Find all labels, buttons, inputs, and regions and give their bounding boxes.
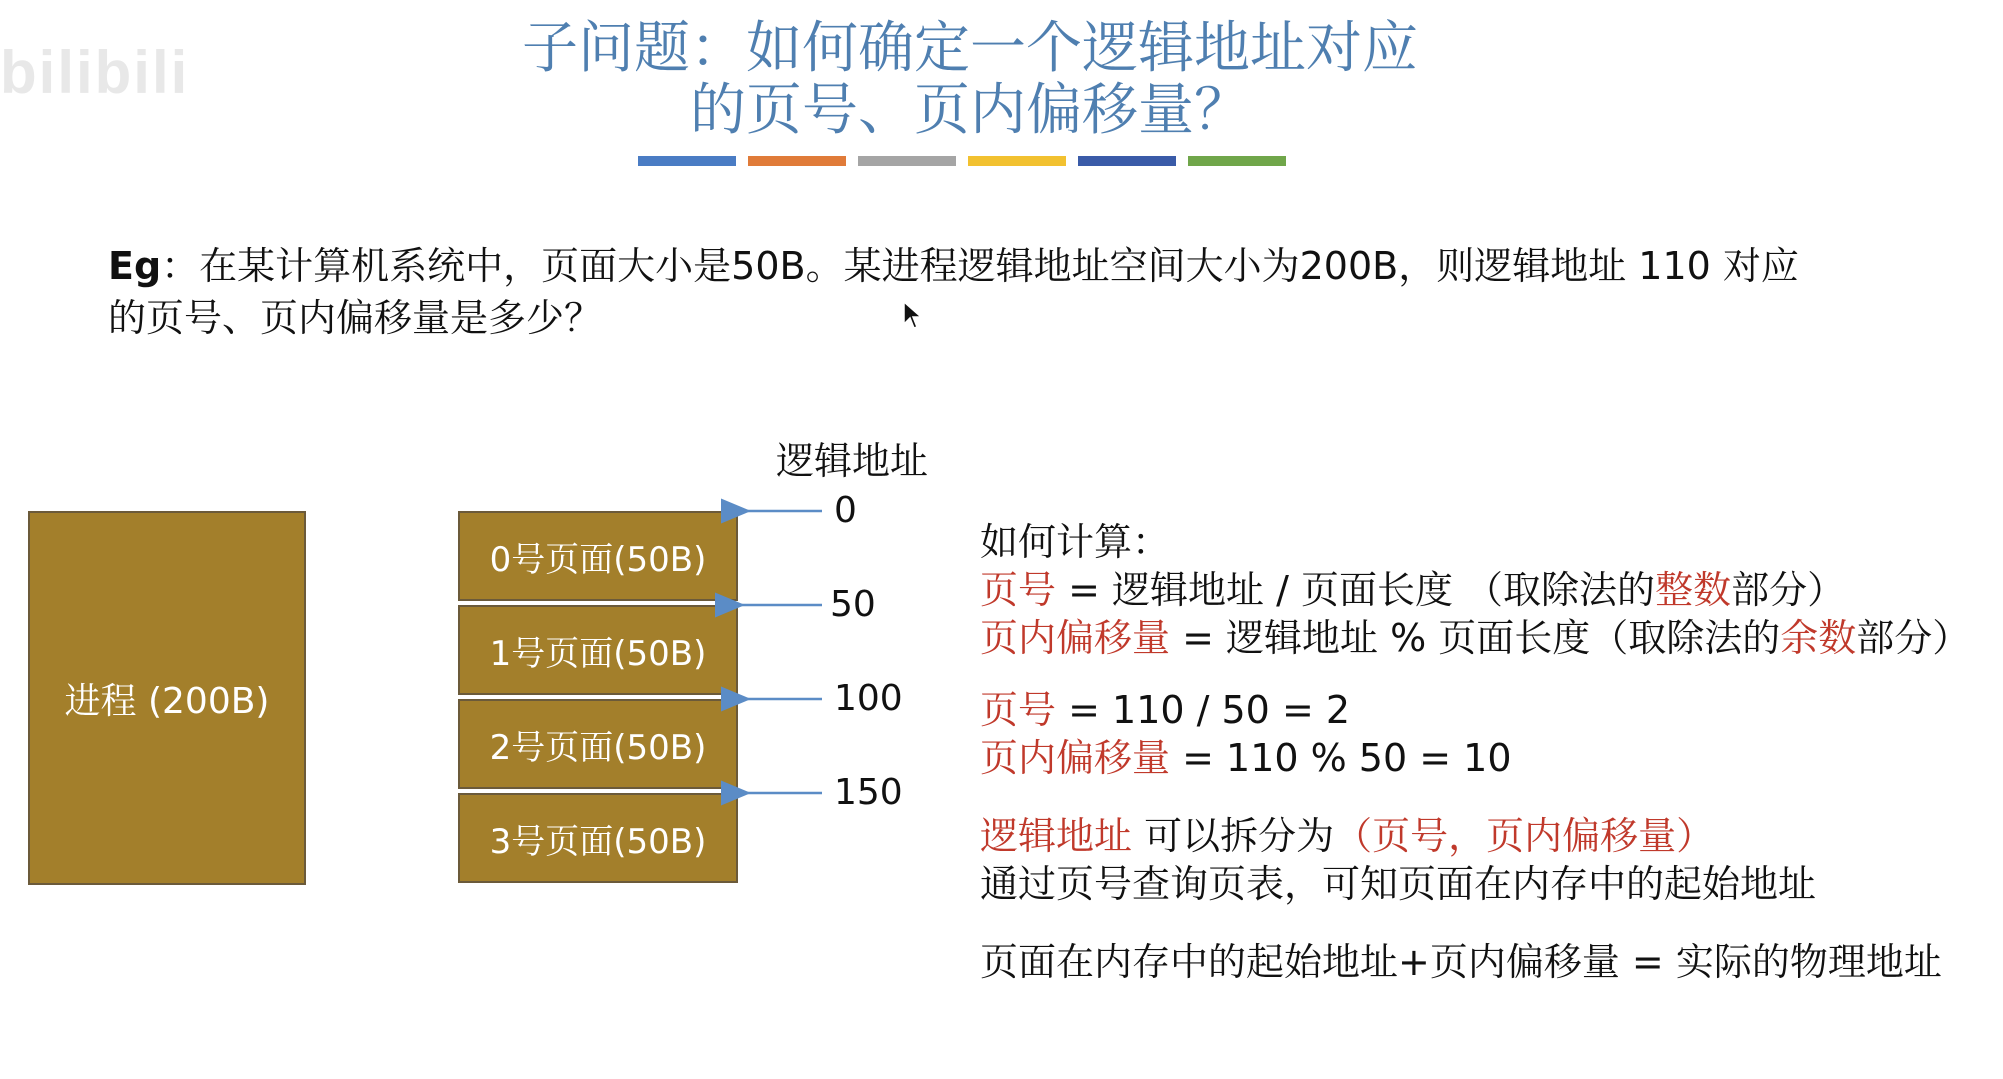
- address-label-100: 100: [834, 678, 903, 719]
- formula-text: 部分）: [1856, 616, 1971, 660]
- page-number-result: [980, 686, 2000, 734]
- split-text: 可以拆分为: [1132, 814, 1335, 858]
- term-remainder: 余数: [1780, 616, 1857, 660]
- title-line-1: 子问题：如何确定一个逻辑地址对应: [522, 16, 1418, 81]
- page-label: 1号页面(50B): [489, 633, 707, 674]
- result-text: = 110 % 50 = 10: [1170, 736, 1512, 780]
- address-label-50: 50: [830, 584, 876, 625]
- formula-text: 部分）: [1731, 568, 1846, 612]
- offset-formula: [980, 614, 2000, 662]
- term-logical-address: 逻辑地址: [980, 814, 1133, 858]
- address-label-150: 150: [834, 772, 903, 813]
- problem-line-2: 的页号、页内偏移量是多少？: [108, 296, 603, 340]
- logical-address-header: 逻辑地址: [776, 439, 929, 483]
- split-explanation: [980, 812, 2000, 860]
- term-integer: 整数: [1655, 568, 1732, 612]
- formula-text: = 逻辑地址 / 页面长度 （取除法的: [1056, 568, 1656, 612]
- address-label-0: 0: [834, 490, 857, 531]
- offset-result: [980, 734, 2000, 782]
- page-label: 0号页面(50B): [489, 539, 707, 580]
- calc-heading: 如何计算：: [980, 520, 1171, 564]
- title-line-2: 的页号、页内偏移量？: [690, 78, 1250, 143]
- formula-text: = 逻辑地址 % 页面长度（取除法的: [1170, 616, 1781, 660]
- problem-line-1: ：在某计算机系统中，页面大小是50B。某进程逻辑地址空间大小为200B，则逻辑地址 110 对应: [161, 244, 1799, 288]
- eg-label: Eg: [108, 244, 162, 288]
- bilibili-watermark: bilibili: [0, 39, 190, 106]
- process-label: 进程 (200B): [64, 680, 270, 722]
- physical-address-formula: 页面在内存中的起始地址+页内偏移量 = 实际的物理地址: [980, 940, 1942, 984]
- page-label: 3号页面(50B): [489, 821, 707, 862]
- term-page-number: 页号: [980, 568, 1057, 612]
- page-table-note: 通过页号查询页表，可知页面在内存中的起始地址: [980, 862, 1817, 906]
- term-tuple: （页号，页内偏移量）: [1334, 814, 1715, 858]
- calculation-panel: [980, 518, 2000, 986]
- page-label: 2号页面(50B): [489, 727, 707, 768]
- result-text: = 110 / 50 = 2: [1056, 688, 1351, 732]
- term-offset: 页内偏移量: [980, 616, 1171, 660]
- page-number-formula: [980, 566, 2000, 614]
- term-offset: 页内偏移量: [980, 736, 1171, 780]
- term-page-number: 页号: [980, 688, 1057, 732]
